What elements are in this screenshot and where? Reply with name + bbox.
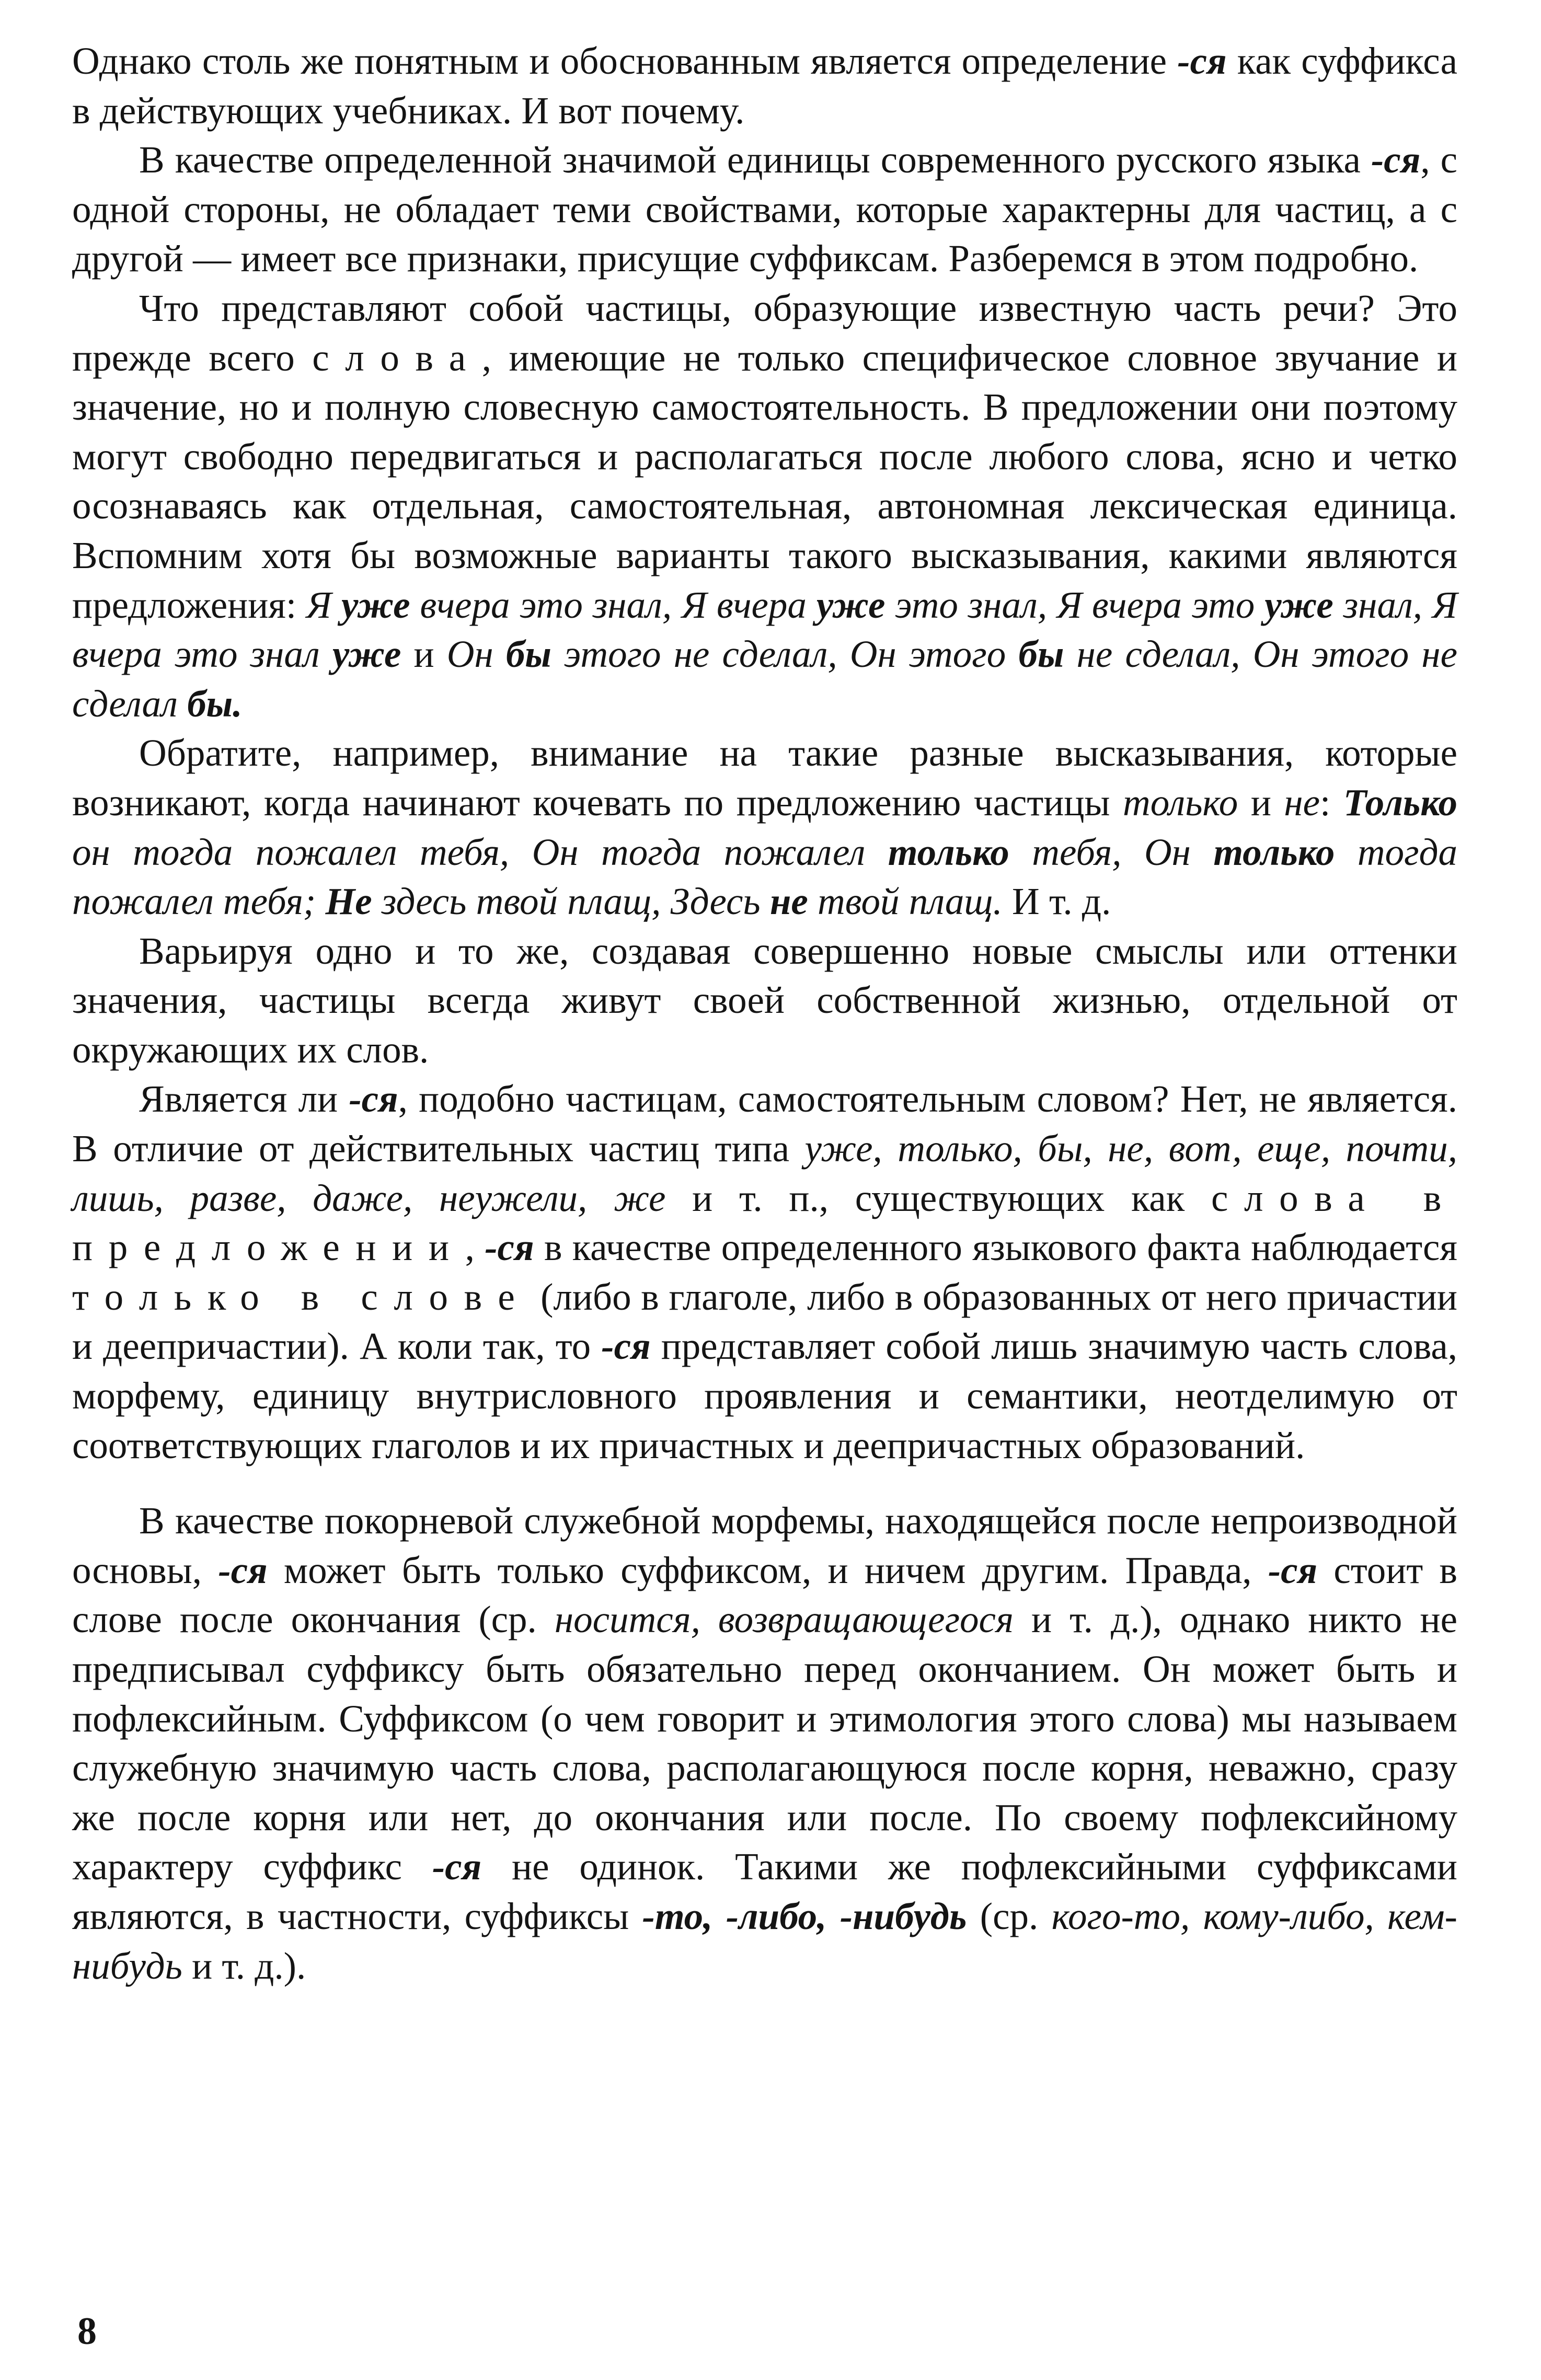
text-run: , имеющие не только специфическое словное звучание и значение, но и полную словесную самостоятельность. В предложении они поэтому могут свободно передвигаться и располагаться после любого слова, ясно и четко осознаваясь как отдельная, самостоятельная, автономная лексическая единица. Вспомним хотя бы возможные варианты такого высказывания, какими являются предложения: <box>72 336 1457 626</box>
text-run: Однако столь же понятным и обоснованным является определение <box>72 40 1178 82</box>
text-run: здесь твой плащ, Здесь <box>372 880 770 923</box>
text-run: носится, возвращающегося <box>554 1598 1014 1641</box>
text-run: знал, Я вчера это знал <box>72 583 1457 676</box>
paragraph-p2 <box>72 135 1457 284</box>
text-run: В качестве определенной значимой единицы современного русского языка <box>139 138 1371 181</box>
text-run: и т. д.). <box>182 1944 306 1987</box>
text-run: , <box>465 1226 485 1269</box>
text-run: Что представляют собой частицы, образующие известную часть речи? Это прежде всего <box>72 286 1457 379</box>
text-run: -ся <box>1268 1549 1318 1591</box>
text-run: и т. д.), однако никто не предписывал суффиксу быть обязательно перед окончанием. Он может быть и пофлексийным. Суффиксом (о чем говорит и этимология этого слова) мы называем служебную значимую часть слова, располагающуюся после корня, неважно, сразу же после корня или нет, до окончания или после. По своему пофлексийному характеру суффикс <box>72 1598 1458 1888</box>
text-run: только <box>888 830 1009 873</box>
text-run: твой плащ. <box>808 880 1003 923</box>
text-run: в качестве определенного языкового факта наблюдается <box>534 1226 1457 1269</box>
text-run: это знал, Я вчера это <box>885 583 1265 626</box>
paragraph-p1 <box>72 37 1457 135</box>
text-run: он тогда пожалел тебя, Он тогда пожалел <box>72 830 888 873</box>
text-run: уже, только, бы, не, вот, еще, почти, лишь, разве, даже, неужели, же <box>72 1127 1457 1219</box>
text-run: -ся <box>601 1325 651 1368</box>
paragraph-p7 <box>72 1496 1457 1991</box>
text-run: -ся <box>485 1226 534 1269</box>
text-run: -ся <box>1371 138 1421 181</box>
text-run: -ся <box>432 1845 482 1888</box>
text-run: . <box>233 682 243 725</box>
page-body <box>72 37 1457 1991</box>
text-run: (либо в глаголе, либо в образованных от него причастии и деепричастии). А коли так, то <box>72 1275 1457 1368</box>
text-run: слова в предложении <box>72 1176 1458 1269</box>
text-run: слова <box>312 336 482 379</box>
paragraph-p5 <box>72 927 1457 1075</box>
text-run: стоит в слове после окончания (ср. <box>72 1549 1457 1641</box>
text-run: Только <box>1343 781 1457 824</box>
paragraph-p3 <box>72 284 1457 729</box>
text-run: бы <box>1018 633 1064 676</box>
text-run: уже <box>816 583 886 626</box>
text-run: тогда пожалел тебя; <box>72 830 1457 923</box>
text-run: -ся <box>218 1549 268 1591</box>
text-run: и <box>401 633 447 676</box>
text-run: И т. д. <box>1002 880 1111 923</box>
paragraph-p6 <box>72 1075 1457 1470</box>
text-run: -ся <box>1177 40 1227 82</box>
text-run: только в слове <box>72 1275 531 1318</box>
text-run: (ср. <box>967 1894 1052 1937</box>
text-run: только <box>1213 830 1335 873</box>
paragraph-p4 <box>72 729 1457 926</box>
text-run: не <box>769 880 808 923</box>
text-run: Является ли <box>139 1078 349 1120</box>
text-run: уже <box>1264 583 1333 626</box>
text-run: и т. п., существующих как <box>665 1176 1211 1219</box>
text-run: , с одной стороны, не обладает теми свойствами, которые характерны для частиц, а с другой — имеет все признаки, присущие суффиксам. Разберемся в этом подробно. <box>72 138 1458 280</box>
text-run: Я <box>306 583 342 626</box>
text-run: тебя, Он <box>1009 830 1214 873</box>
text-run: представляет собой лишь значимую часть слова, морфему, единицу внутрисловного проявления и семантики, неотделимую от соответствующих глаголов и их причастных и деепричастных образований. <box>72 1325 1457 1466</box>
text-run: вчера это знал, Я вчера <box>410 583 816 626</box>
text-run: и <box>1238 781 1284 824</box>
text-run: , подобно частицам, самостоятельным словом? Нет, не является. В отличие от действительных частиц типа <box>72 1078 1458 1170</box>
text-run: не сделал, Он этого не сделал <box>72 633 1457 725</box>
page-number: 8 <box>77 2310 97 2353</box>
text-run: уже <box>341 583 410 626</box>
text-run: этого не сделал, Он этого <box>551 633 1019 676</box>
text-run: бы <box>505 633 551 676</box>
text-run: не одинок. Такими же пофлексийными суффиксами являются, в частности, суффиксы <box>72 1845 1457 1937</box>
text-run: как суффикса в действующих учебниках. И вот почему. <box>72 40 1457 132</box>
text-run: -ся <box>349 1078 398 1120</box>
text-run: бы <box>187 682 233 725</box>
text-run: только <box>1122 781 1238 824</box>
text-run: -то, -либо, -нибудь <box>642 1894 967 1937</box>
text-run: уже <box>332 633 401 676</box>
text-run: может быть только суффиксом, и ничем другим. Правда, <box>267 1549 1268 1591</box>
text-run: Варьируя одно и то же, создавая совершенно новые смыслы или оттенки значения, частицы всегда живут своей собственной жизнью, отдельной от окружающих их слов. <box>72 929 1457 1071</box>
text-run: В качестве покорневой служебной морфемы, находящейся после непроизводной основы, <box>72 1499 1457 1591</box>
text-run: Он <box>446 633 506 676</box>
text-run: кого-то, кому-либо, кем-нибудь <box>72 1894 1457 1987</box>
text-run: Обратите, например, внимание на такие разные высказывания, которые возникают, когда начинают кочевать по предложению частицы <box>72 732 1457 824</box>
text-run: не <box>1284 781 1320 824</box>
text-run: : <box>1320 781 1343 824</box>
text-run: Не <box>325 880 372 923</box>
